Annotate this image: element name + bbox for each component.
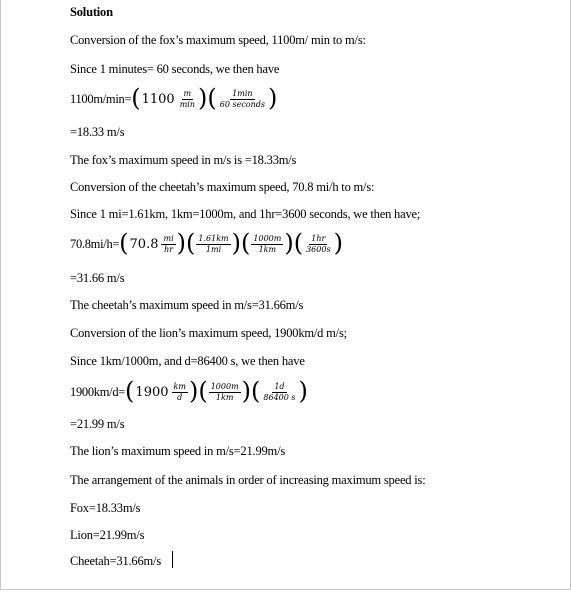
lion-conversion-heading: Conversion of the lion’s maximum speed, 1900km/d m/s; xyxy=(70,326,347,340)
lion-since-text: Since 1km/1000m, and d=86400 s, we then have xyxy=(70,354,305,368)
fox-fraction-1: $\frac{m}{\min}$ xyxy=(179,88,195,109)
page-border-bottom xyxy=(0,589,571,590)
fox-fraction-2: $\frac{1\min}{\text{60 seconds}}$ xyxy=(219,88,265,109)
lion-result: =21.99 m/s xyxy=(70,417,125,431)
open-paren: ( xyxy=(251,376,261,405)
cheetah-fraction-4: $\frac{1hr}{3600s}$ xyxy=(306,233,331,254)
close-paren: ) xyxy=(188,376,199,405)
close-paren: ) xyxy=(198,83,208,112)
solution-heading: Solution xyxy=(70,5,113,19)
open-paren: ( xyxy=(186,228,196,257)
close-paren: ) xyxy=(284,228,294,257)
fox-result: =18.33 m/s xyxy=(70,125,125,139)
arrangement-fox: Fox=18.33m/s xyxy=(70,501,141,515)
open-paren: ( xyxy=(198,376,208,405)
close-paren: ) xyxy=(241,376,252,405)
arrangement-heading: The arrangement of the animals in order of increasing maximum speed is: xyxy=(70,473,426,487)
cheetah-fraction-1: $\frac{mi}{hr}$ xyxy=(163,233,174,254)
close-paren: ) xyxy=(231,228,242,257)
fox-since-text: Since 1 minutes= 60 seconds, we then have xyxy=(70,62,280,76)
cheetah-equation-lhs: 70.8mi/h= xyxy=(70,236,120,251)
cheetah-conversion-heading: Conversion of the cheetah’s maximum speed, 70.8 mi/h to m/s: xyxy=(70,180,375,194)
lion-equation xyxy=(70,378,308,406)
lion-equation-value: 1900 xyxy=(135,384,169,400)
arrangement-lion: Lion=21.99m/s xyxy=(70,528,145,542)
open-paren: ( xyxy=(119,228,129,257)
open-paren: ( xyxy=(131,83,141,112)
cheetah-fraction-2: $\frac{1.61km}{1mi}$ xyxy=(198,233,229,254)
page-border-left xyxy=(0,0,1,590)
cheetah-equation-value: 70.8 xyxy=(129,236,159,252)
open-paren: ( xyxy=(125,376,135,405)
arrangement-cheetah: Cheetah=31.66m/s xyxy=(70,554,161,568)
open-paren: ( xyxy=(207,83,217,112)
cheetah-since-text: Since 1 mi=1.61km, 1km=1000m, and 1hr=3600 seconds, we then have; xyxy=(70,207,421,221)
fox-equation xyxy=(70,83,278,112)
text-cursor xyxy=(172,551,173,568)
lion-equation-lhs: 1900km/d= xyxy=(70,384,126,399)
open-paren: ( xyxy=(241,228,251,257)
close-paren: ) xyxy=(268,83,278,112)
lion-fraction-1: $\frac{km}{d}$ xyxy=(173,381,186,402)
fox-conversion-heading: Conversion of the fox’s maximum speed, 1100m/ min to m/s: xyxy=(70,33,366,47)
fox-answer: The fox’s maximum speed in m/s is =18.33m/s xyxy=(70,153,297,167)
lion-answer: The lion’s maximum speed in m/s=21.99m/s xyxy=(70,444,286,458)
cheetah-equation xyxy=(70,230,343,258)
lion-fraction-2: $\frac{1000m}{1km}$ xyxy=(210,381,239,402)
open-paren: ( xyxy=(293,228,304,257)
lion-fraction-3: $\frac{1d}{86400 s}$ xyxy=(263,381,296,402)
close-paren: ) xyxy=(176,228,187,257)
close-paren: ) xyxy=(298,376,308,405)
cheetah-answer: The cheetah’s maximum speed in m/s=31.66m/s xyxy=(70,298,304,312)
cheetah-result: =31.66 m/s xyxy=(70,271,125,285)
cheetah-fraction-3: $\frac{1000m}{1km}$ xyxy=(253,233,282,254)
fox-equation-lhs: 1100m/min= xyxy=(70,91,132,106)
fox-equation-value: 1100 xyxy=(141,91,175,107)
close-paren: ) xyxy=(333,228,343,257)
